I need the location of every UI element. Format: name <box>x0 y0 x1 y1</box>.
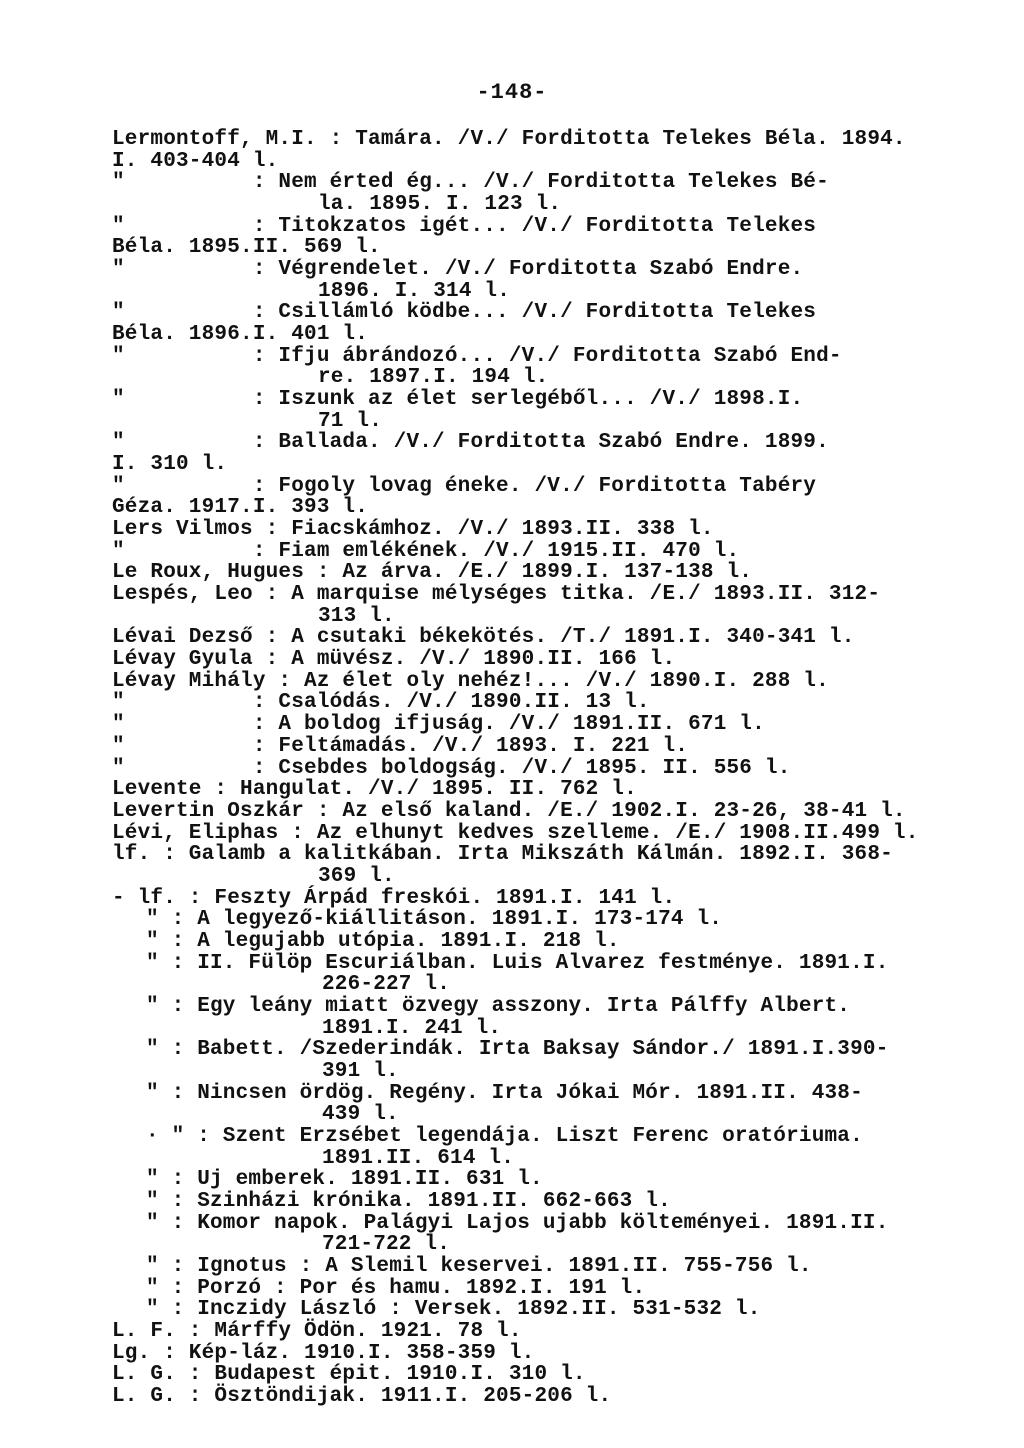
entry-line: Lg. : Kép-láz. 1910.I. 358-359 l. <box>112 1342 535 1365</box>
entry-line: 721-722 l. <box>322 1233 451 1256</box>
entry-line: " : Uj emberek. 1891.II. 631 l. <box>146 1168 543 1191</box>
entry-line: 439 l. <box>322 1103 399 1126</box>
page-number: -148- <box>476 80 548 105</box>
entry-line: Béla. 1896.I. 401 l. <box>112 323 369 346</box>
entry-line: " : Egy leány miatt özvegy asszony. Irta Pálffy Albert. <box>146 995 851 1018</box>
entry-line: Levente : Hangulat. /V./ 1895. II. 762 l. <box>112 778 637 801</box>
entry-line: la. 1895. I. 123 l. <box>318 193 562 216</box>
entry-line: " : Iszunk az élet serlegéből... /V./ 1898.I. <box>112 388 804 411</box>
entry-line: L. G. : Ösztöndijak. 1911.I. 205-206 l. <box>112 1385 612 1408</box>
entry-line: Levertin Oszkár : Az első kaland. /E./ 1902.I. 23-26, 38-41 l. <box>112 800 906 823</box>
entry-line: · " : Szent Erzsébet legendája. Liszt Ferenc oratóriuma. <box>146 1125 863 1148</box>
entry-line: 369 l. <box>318 865 395 888</box>
entry-line: Lévai Dezső : A csutaki békekötés. /T./ 1891.I. 340-341 l. <box>112 626 855 649</box>
entry-line: L. G. : Budapest épit. 1910.I. 310 l. <box>112 1363 586 1386</box>
entry-line: " : Nincsen ördög. Regény. Irta Jókai Mór. 1891.II. 438- <box>146 1082 863 1105</box>
entry-line: " : Fiam emlékének. /V./ 1915.II. 470 l. <box>112 540 740 563</box>
entry-line: " : Ifju ábrándozó... /V./ Forditotta Szabó End- <box>112 345 842 368</box>
entry-line: Géza. 1917.I. 393 l. <box>112 496 369 519</box>
entry-line: - lf. : Feszty Árpád freskói. 1891.I. 141 l. <box>112 887 676 910</box>
entry-line: " : Inczidy László : Versek. 1892.II. 531-532 l. <box>146 1298 761 1321</box>
entry-line: Lermontoff, M.I. : Tamára. /V./ Forditotta Telekes Béla. 1894. <box>112 128 906 151</box>
entry-line: Lévay Mihály : Az élet oly nehéz!... /V./ 1890.I. 288 l. <box>112 670 829 693</box>
entry-line: Lévay Gyula : A müvész. /V./ 1890.II. 166 l. <box>112 648 676 671</box>
entry-line: Lévi, Eliphas : Az elhunyt kedves szelleme. /E./ 1908.II.499 l. <box>112 822 919 845</box>
entry-line: " : Fogoly lovag éneke. /V./ Forditotta Tabéry <box>112 475 817 498</box>
entry-line: " : Porzó : Por és hamu. 1892.I. 191 l. <box>146 1277 646 1300</box>
entry-line: " : II. Fülöp Escuriálban. Luis Alvarez festménye. 1891.I. <box>146 952 889 975</box>
entry-line: Lespés, Leo : A marquise mélységes titka. /E./ 1893.II. 312- <box>112 583 881 606</box>
entry-line: 1891.II. 614 l. <box>322 1147 515 1170</box>
entry-line: " : Feltámadás. /V./ 1893. I. 221 l. <box>112 735 689 758</box>
entry-line: 1891.I. 241 l. <box>322 1017 502 1040</box>
entry-line: " : A boldog ifjuság. /V./ 1891.II. 671 l. <box>112 713 765 736</box>
entry-line: " : Csalódás. /V./ 1890.II. 13 l. <box>112 691 650 714</box>
entry-line: " : Babett. /Szederindák. Irta Baksay Sándor./ 1891.I.390- <box>146 1038 889 1061</box>
entry-line: " : Csebdes boldogság. /V./ 1895. II. 556 l. <box>112 757 791 780</box>
entry-line: lf. : Galamb a kalitkában. Irta Mikszáth Kálmán. 1892.I. 368- <box>112 843 893 866</box>
entry-line: " : Nem érted ég... /V./ Forditotta Telekes Bé- <box>112 171 829 194</box>
entry-line: 1896. I. 314 l. <box>318 280 511 303</box>
entry-line: 226-227 l. <box>322 973 451 996</box>
entry-line: " : Csillámló ködbe... /V./ Forditotta Telekes <box>112 301 817 324</box>
entry-line: Béla. 1895.II. 569 l. <box>112 236 381 259</box>
entry-line: 313 l. <box>318 605 395 628</box>
entry-line: " : Titokzatos igét... /V./ Forditotta Telekes <box>112 215 817 238</box>
entry-line: " : Szinházi krónika. 1891.II. 662-663 l. <box>146 1190 671 1213</box>
entry-line: re. 1897.I. 194 l. <box>318 366 549 389</box>
entry-line: " : A legyező-kiállitáson. 1891.I. 173-174 l. <box>146 908 723 931</box>
entry-line: L. F. : Márffy Ödön. 1921. 78 l. <box>112 1320 522 1343</box>
entry-line: Le Roux, Hugues : Az árva. /E./ 1899.I. 137-138 l. <box>112 561 753 584</box>
entry-line: I. 403-404 l. <box>112 150 279 173</box>
entry-line: " : A legujabb utópia. 1891.I. 218 l. <box>146 930 620 953</box>
entry-line: 71 l. <box>318 410 383 433</box>
entry-line: " : Végrendelet. /V./ Forditotta Szabó Endre. <box>112 258 804 281</box>
entry-line: " : Komor napok. Palágyi Lajos ujabb költeményei. 1891.II. <box>146 1212 889 1235</box>
entry-line: Lers Vilmos : Fiacskámhoz. /V./ 1893.II. 338 l. <box>112 518 714 541</box>
entry-line: " : Ignotus : A Slemil keservei. 1891.II. 755-756 l. <box>146 1255 812 1278</box>
entry-line: " : Ballada. /V./ Forditotta Szabó Endre. 1899. <box>112 431 829 454</box>
entry-line: 391 l. <box>322 1060 399 1083</box>
entry-line: I. 310 l. <box>112 453 228 476</box>
